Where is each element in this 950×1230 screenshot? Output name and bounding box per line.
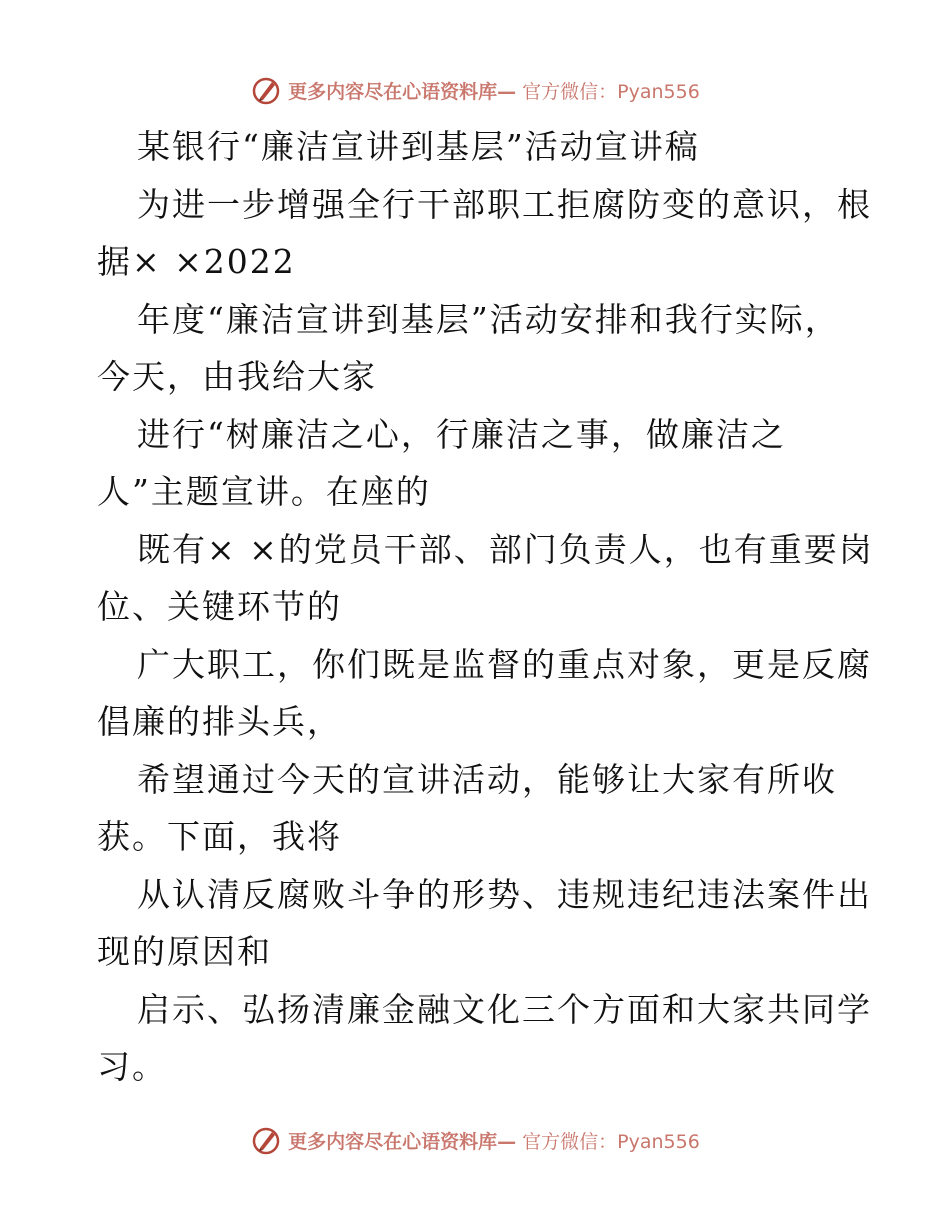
text-line: 为进一步增强全行干部职工拒腐防变的意识，根 xyxy=(137,184,872,224)
pen-logo-icon xyxy=(250,1124,282,1156)
text-line: 广大职工，你们既是监督的重点对象，更是反腐 xyxy=(137,644,872,684)
text-line: 位、关键环节的 xyxy=(97,587,342,626)
header-banner xyxy=(0,72,950,108)
text-line: 年度“廉洁宣讲到基层”活动安排和我行实际， xyxy=(137,299,840,339)
text-line: 获。下面，我将 xyxy=(97,817,342,856)
text-line: 今天，由我给大家 xyxy=(97,357,377,396)
text-line: 希望通过今天的宣讲活动，能够让大家有所收 xyxy=(137,759,837,799)
footer-banner xyxy=(0,1122,950,1158)
text-line: 倡廉的排头兵， xyxy=(97,702,342,741)
text-line: 从认清反腐败斗争的形势、违规违纪违法案件出 xyxy=(137,874,872,914)
document-title: 某银行“廉洁宣讲到基层”活动宣讲稿 xyxy=(137,127,700,166)
header-wechat: 官方微信：Pyan556 xyxy=(522,80,700,103)
text-line: 进行“树廉洁之心，行廉洁之事，做廉洁之 xyxy=(137,414,786,454)
header-slogan: 更多内容尽在心语资料库— xyxy=(288,80,517,103)
text-line: 既有× ×的党员干部、部门负责人，也有重要岗 xyxy=(137,529,874,569)
text-line: 启示、弘扬清廉金融文化三个方面和大家共同学 xyxy=(137,989,872,1029)
pen-logo-icon xyxy=(250,74,282,106)
text-line: 习。 xyxy=(97,1047,167,1086)
footer-wechat: 官方微信：Pyan556 xyxy=(522,1130,700,1153)
footer-slogan: 更多内容尽在心语资料库— xyxy=(288,1130,517,1153)
text-line: 现的原因和 xyxy=(97,932,272,971)
document-body xyxy=(97,118,874,1096)
text-line: 据× ×2022 xyxy=(97,242,296,281)
text-line: 人”主题宣讲。在座的 xyxy=(97,472,431,511)
